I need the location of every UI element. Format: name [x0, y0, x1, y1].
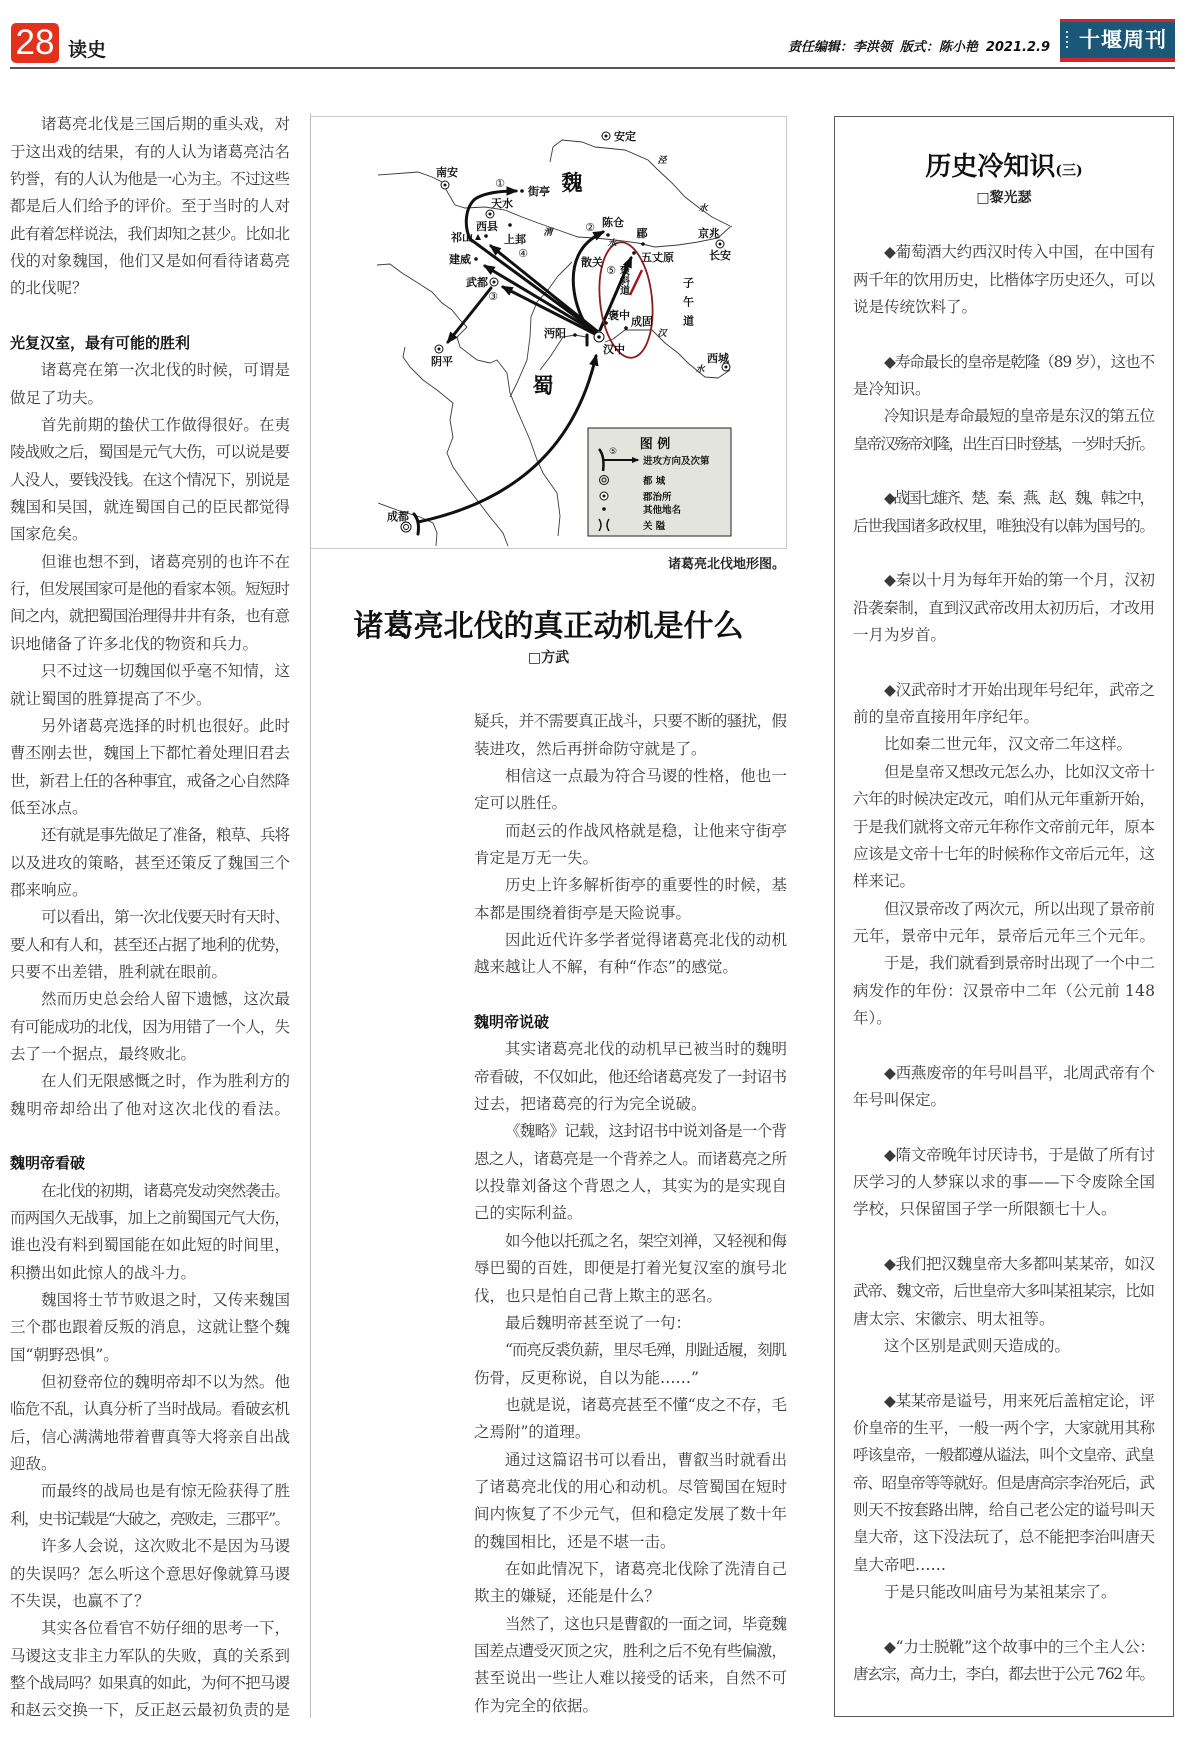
page-number-badge: 28 [11, 23, 59, 63]
paragraph [10, 1478, 290, 1533]
text-line: 则天不按套路出牌，给自己老公定的谥号叫天 [853, 1501, 1155, 1520]
label-mei: 郿 [636, 227, 648, 240]
text-line: 过去，把诸葛亮的行为完全说破。 [474, 1095, 707, 1114]
text-line: 如今他以托孤之名，架空刘禅，又轻视和侮 [505, 1231, 787, 1250]
header-rule [10, 67, 1175, 69]
section-heading: 魏明帝看破 [10, 1154, 86, 1173]
text-line: 间之内，就把蜀国治理得井井有条，也有意 [10, 607, 290, 626]
section-heading: 魏明帝说破 [474, 1013, 550, 1032]
paragraph [853, 677, 1155, 732]
text-line: 于这出戏的结果，有的人认为诸葛亮沽名 [10, 142, 291, 161]
text-line: ◆葡萄酒大约西汉时传入中国，在中国有 [884, 243, 1155, 262]
paragraph [853, 567, 1155, 649]
text-line: 伐，也只是怕自己背上欺主的恶名。 [474, 1286, 723, 1305]
text-line: 谁也没有料到蜀国能在如此短的时间里， [10, 1236, 291, 1255]
paragraph [474, 1228, 787, 1310]
paragraph [474, 763, 787, 818]
text-line: 只要不出差错，胜利就在眼前。 [10, 962, 228, 981]
commandery-seat-icons [435, 132, 730, 371]
paragraph [474, 708, 787, 763]
paragraph [853, 896, 1155, 951]
text-line: ◆寿命最长的皇帝是乾隆（89 岁），这也不 [884, 352, 1154, 371]
text-line: 辱巴蜀的百姓，即便是打着光复汉室的旗号北 [474, 1259, 788, 1278]
route-jianwei-arrow [485, 266, 597, 333]
text-line: 利，史书记载是“大破之，亮败走，三郡平”。 [10, 1509, 289, 1528]
text-line: ◆西燕废帝的年号叫昌平，北周武帝有个 [884, 1063, 1155, 1082]
label-hanzhong: 汉中 [603, 343, 625, 356]
text-line: 伤骨，反更称说，自以为能……” [474, 1368, 699, 1387]
paragraph [853, 1634, 1155, 1689]
label-jieting: 街亭 [528, 185, 550, 198]
sidebar-title [834, 148, 1174, 190]
text-line: 历史上许多解析街亭的重要性的时候，基 [505, 876, 788, 895]
route-number-2: ② [585, 221, 595, 234]
text-line: 了诸葛亮北伐的用心和动机。尽管蜀国在短时 [474, 1477, 788, 1496]
paragraph [474, 1337, 787, 1392]
paragraph [474, 1036, 787, 1118]
sidebar-title-text: 历史冷知识 [925, 152, 1056, 182]
paragraph [474, 1611, 787, 1720]
route-number-3: ③ [488, 290, 498, 303]
text-line: 不失误，也赢不了？ [10, 1591, 150, 1610]
paragraph [853, 485, 1155, 540]
paragraph [474, 927, 787, 982]
paragraph [10, 1533, 290, 1615]
label-chenggu: 成固 [631, 315, 653, 328]
text-line: 而最终的战局也是有惊无险获得了胜 [41, 1482, 291, 1501]
article-middle-column [474, 708, 787, 1720]
label-region-shu: 蜀 [532, 373, 554, 398]
text-line: 都是后人们给予的评价。至于当时的人对 [10, 197, 291, 216]
text-line: 年号叫保定。 [853, 1090, 947, 1109]
issue-date: 2021.2.9 [985, 40, 1050, 55]
text-line: 识地储备了许多北伐的物资和兵力。 [10, 634, 259, 653]
sidebar-byline: □黎光瑟 [976, 190, 1032, 206]
paragraph [474, 1310, 787, 1337]
text-line: 有可能成功的北伐，因为用错了一个人，失 [10, 1017, 290, 1036]
text-line: 恩之人，诸葛亮是一个背养之人。而诸葛亮之所 [474, 1149, 787, 1168]
paragraph [474, 872, 787, 927]
text-line: 郡来响应。 [10, 880, 88, 899]
text-line: 但汉景帝改了两次元，所以出现了景帝前 [884, 899, 1155, 918]
text-line: 魏国将士节节败退之时，又传来魏国 [41, 1291, 291, 1310]
text-line: 其实各位看官不妨仔细的思考一下， [41, 1619, 291, 1638]
legend-place-dot-icon [602, 507, 606, 511]
label-tianshui: 天水 [491, 197, 513, 210]
text-line: ◆战国七雄齐、楚、秦、燕、赵、魏、韩之中， [884, 489, 1153, 508]
paragraph [474, 1556, 787, 1611]
river-wei-line [378, 172, 730, 247]
text-line: 人没人，要钱没钱。在这个情况下，别说是 [10, 470, 290, 489]
paragraph [853, 759, 1155, 896]
text-line: 但初登帝位的魏明帝却不以为然。他 [41, 1373, 291, 1392]
text-line: 因此近代许多学者觉得诸葛亮北伐的动机 [505, 931, 788, 950]
text-line: ◆“力士脱靴”这个故事中的三个主人公： [884, 1637, 1155, 1656]
river-mian-line [540, 335, 586, 370]
seat-center-dot [489, 213, 492, 216]
text-line: 另外诸葛亮选择的时机也很好。此时 [41, 716, 291, 735]
article-left-column [10, 111, 290, 1724]
mei-dot-icon [641, 242, 645, 246]
fact-item [853, 1251, 1155, 1360]
xixian-dot-icon [484, 234, 488, 238]
seat-center-dot [438, 348, 441, 351]
text-line: 钓誉，有的人认为他是一心为主。不过这些 [10, 169, 290, 188]
qishan-mountain-icon [475, 234, 481, 240]
capital-outer-ring [401, 522, 411, 532]
paragraph [853, 1251, 1155, 1333]
text-line: 欺主的嫌疑，还能是什么？ [474, 1587, 661, 1606]
text-line: 装进攻，然后再拼命防守就是了。 [474, 739, 707, 758]
text-line: 行，但发展国家可是他的看家本领。短短时 [10, 580, 290, 599]
paragraph [10, 1615, 290, 1724]
text-line: 于是，我们就看到景帝时出现了一个中二 [884, 954, 1155, 973]
text-line: 世，新君上任的各种事宜，戒备之心自然降 [10, 771, 290, 790]
border-line [377, 264, 560, 536]
paragraph [10, 1068, 290, 1123]
paragraph [10, 111, 290, 302]
text-line: 于是我们就将文帝元年称作文帝前元年，原本 [853, 817, 1155, 836]
text-line: 帝看破，不仅如此，他还给诸葛亮发了一封诏书 [474, 1067, 787, 1086]
text-line: “而亮反裘负薪，里尽毛殚，刖趾适履，刻肌 [505, 1341, 786, 1360]
legend-item-attack-route: 进攻方向及次第 [643, 456, 710, 467]
fact-item [853, 1634, 1155, 1689]
text-line: 前的皇帝直接用年序纪年。 [853, 708, 1040, 727]
map-illustration [310, 116, 787, 548]
seat-center-dot [493, 281, 496, 284]
paragraph [853, 1060, 1155, 1115]
text-line: 曹丕刚去世，魏国上下都忙着处理旧君去 [10, 744, 291, 763]
label-wuzhangyuan: 五丈原 [641, 251, 674, 264]
label-region-wei: 魏 [561, 170, 583, 195]
paragraph [474, 1118, 787, 1227]
text-line: 甚至说出一些让人难以接受的话来，自然不可 [474, 1669, 788, 1688]
paragraph [853, 1142, 1155, 1224]
label-qishan: 祁山 [451, 231, 473, 244]
shanggui-dot-icon [508, 223, 512, 227]
text-line: 和赵云交换一下，反正赵云最初负责的是 [10, 1701, 291, 1720]
text-line: 也就是说，诸葛亮甚至不懂“皮之不存，毛 [505, 1395, 787, 1414]
paragraph [10, 1369, 290, 1478]
credits [780, 38, 1050, 58]
text-line: 于是只能改叫庙号为某祖某宗了。 [884, 1583, 1117, 1602]
section-heading: 光复汉室，最有可能的胜利 [10, 334, 191, 353]
seat-center-dot [719, 243, 722, 246]
text-line: 一月为岁首。 [853, 626, 947, 645]
text-line: 在人们无限感慨之时，作为胜利方的 [41, 1072, 291, 1091]
text-line: 整个战局吗？如果真的如此，为何不把马谡 [10, 1673, 290, 1692]
paragraph [10, 357, 290, 412]
paragraph [474, 818, 787, 873]
text-line: ◆隋文帝晚年讨厌诗书，于是做了所有讨 [884, 1145, 1155, 1164]
paragraph [853, 403, 1155, 458]
text-line: 病发作的年份：汉景帝中二年（公元前 148 [853, 981, 1156, 1000]
text-line: 但是皇帝又想改元怎么办，比如汉文帝十 [884, 762, 1155, 781]
text-line: 此有着怎样说法，我们却知之甚少。比如北 [10, 224, 290, 243]
label-yinping: 阴平 [431, 355, 453, 368]
label-shanggui: 上邽 [504, 233, 526, 246]
fact-item [853, 677, 1155, 1032]
paragraph [853, 950, 1155, 1032]
text-line: 马谡这支非主力军队的失败，真的关系到 [10, 1646, 291, 1665]
paragraph [853, 1388, 1155, 1579]
label-jingzhao: 京兆 [698, 227, 720, 240]
text-line: 就让蜀国的胜算提高了不少。 [10, 689, 212, 708]
paragraph [474, 1392, 787, 1447]
text-line: 首先前期的蛰伏工作做得很好。在夷 [41, 416, 291, 435]
mianyang-dot-icon [573, 333, 577, 337]
text-line: 的北伐呢？ [10, 279, 88, 298]
text-line: 后世我国诸多政权里，唯独没有以韩为国号的。 [853, 516, 1154, 535]
text-line: 唐玄宗，高力士，李白，都去世于公元 762 年。 [853, 1665, 1154, 1684]
label-chengdu: 成都 [387, 510, 409, 523]
map-legend [588, 428, 731, 536]
label-nanan: 南安 [436, 166, 458, 179]
text-line: 肯定是万无一失。 [474, 849, 599, 868]
logo-decoration [1066, 31, 1068, 49]
text-line: 比如秦二世元年，汉文帝二年这样。 [884, 735, 1133, 754]
text-line: 只不过这一切魏国似乎毫不知情，这 [41, 662, 291, 681]
label-river-han-shui: 水 [695, 365, 705, 375]
text-line: 价皇帝的生平，一般一两个字，大家就用其称 [853, 1419, 1155, 1438]
route-chengdu-arrow [418, 356, 596, 522]
text-line: 呼该皇帝，一般都遵从谥法，叫个文皇帝、武皇 [853, 1446, 1154, 1465]
text-line: ◆某某帝是谥号，用来死后盖棺定论，评 [884, 1391, 1155, 1410]
text-line: 在如此情况下，诸葛亮北伐除了洗清自己 [505, 1559, 788, 1578]
legend-item-other-place: 其他地名 [643, 505, 682, 516]
text-line: 国差点遭受灭顶之灾，胜利之后不免有些偏激， [474, 1641, 787, 1660]
fact-item [853, 567, 1155, 649]
text-line: 魏国和吴国，就连蜀国自己的臣民都觉得 [10, 498, 291, 517]
article-title: 诸葛亮北伐的真正动机是什么 [353, 609, 744, 644]
text-line: 魏明帝却给出了他对这次北伐的看法。 [10, 1099, 292, 1118]
text-line: 疑兵，并不需要真正战斗，只要不断的骚扰，假 [474, 712, 787, 731]
paragraph [10, 658, 290, 713]
legend-item-commandery: 郡治所 [643, 492, 672, 503]
text-line: 间内恢复了不少元气，但和稳定发展了数十年 [474, 1505, 788, 1524]
text-line: 皇大帝，这下没法玩了，总不能把李治叫唐天 [853, 1528, 1155, 1547]
text-line: 然而历史总会给人留下遗憾，这次最 [41, 990, 291, 1009]
text-line: 元年，景帝中元年，景帝后元年三个元年。 [853, 926, 1156, 945]
text-line: 可以看出，第一次北伐要天时有天时、 [41, 908, 290, 927]
jieting-dot-icon [520, 189, 524, 193]
chencang-dot-icon [606, 233, 610, 237]
seat-center-dot [605, 135, 608, 138]
text-line: 作为完全的依据。 [474, 1696, 599, 1715]
text-line: 诸葛亮在第一次北伐的时候，可谓是 [41, 361, 291, 380]
label-river-jing: 泾 [657, 156, 667, 166]
label-baozhong: 褒中 [608, 309, 630, 322]
label-jianwei: 建威 [449, 253, 471, 266]
seat-center-dot [725, 366, 728, 369]
label-xicheng: 西城 [707, 352, 729, 365]
highlight-road-line [630, 270, 642, 295]
label-anding: 安定 [614, 130, 636, 143]
text-line: 厌学习的人梦寐以求的事——下令废除全国 [853, 1172, 1156, 1191]
text-line: 当然了，这也只是曹叡的一面之词，毕竟魏 [505, 1614, 787, 1633]
text-line: 定可以胜任。 [474, 794, 568, 813]
text-line: 以及进攻的策略，甚至还策反了魏国三个 [10, 853, 291, 872]
route-number-5: ⑤ [606, 264, 616, 277]
text-line: 本都是围绕着街亭是天险说事。 [474, 903, 692, 922]
editor-credit: 责任编辑：李洪领 [787, 40, 892, 55]
text-line: 通过这篇诏书可以看出，曹叡当时就看出 [505, 1450, 788, 1469]
logo-text: 十堰周刊 [1079, 27, 1167, 52]
paragraph [853, 1333, 1155, 1360]
paragraph [853, 239, 1155, 321]
text-line: 最后魏明帝甚至说了一句： [505, 1313, 692, 1332]
text-line: 之焉附”的道理。 [474, 1423, 591, 1442]
text-line: 皇帝汉殇帝刘隆，出生百日时登基，一岁时夭折。 [853, 434, 1154, 453]
section-name: 读史 [68, 39, 107, 61]
article-byline: □方武 [527, 650, 570, 666]
text-line: 六年的时候决定改元，咱们从元年重新开始， [853, 790, 1155, 809]
label-road-ziwu: 子午道 [681, 277, 695, 334]
text-line: 去了一个据点，最终败北。 [10, 1044, 197, 1063]
text-line: 武帝、魏文帝，后世皇帝大多叫某祖某宗，比如 [853, 1282, 1154, 1301]
text-line: 国“朝野恐惧”。 [10, 1345, 119, 1364]
text-line: 低至冰点。 [10, 798, 88, 817]
legend-route-number: ⑤ [608, 447, 618, 457]
paragraph [10, 1178, 290, 1287]
label-wudu: 武都 [466, 276, 488, 289]
legend-commandery-center-icon [603, 495, 606, 498]
route-number-4: ④ [518, 247, 528, 260]
text-line: 要人和有人和，甚至还占据了地利的优势， [10, 935, 290, 954]
text-line: 唐太宗、宋徽宗、明太祖等。 [853, 1309, 1055, 1328]
text-line: 其实诸葛亮北伐的动机早已被当时的魏明 [505, 1040, 788, 1059]
text-line: 后，信心满满地带着曹真等大将亲自出战 [10, 1427, 291, 1446]
text-line: 年）。 [853, 1008, 892, 1027]
paragraph [10, 713, 290, 822]
text-line: 陵战败之后，蜀国是元气大伤，可以说是要 [10, 443, 290, 462]
label-river-jing-shui: 水 [698, 204, 708, 214]
paragraph [10, 549, 290, 658]
paragraph [853, 1579, 1155, 1606]
seat-center-dot [597, 335, 601, 339]
route-3-arrow [448, 288, 491, 342]
text-line: 己的实际利益。 [474, 1204, 583, 1223]
text-line: 在北伐的初期，诸葛亮发动突然袭击。 [41, 1181, 290, 1200]
fact-item [853, 1142, 1155, 1224]
paragraph [474, 1447, 787, 1556]
text-line: 三个郡也跟着反叛的消息，这就让整个魏 [10, 1318, 291, 1337]
text-line: 的魏国相比，还是不堪一击。 [474, 1532, 676, 1551]
text-line: 以投靠刘备这个背恩之人，其实为的是实现自 [474, 1177, 788, 1196]
chengdu-route-start-bracket [414, 514, 419, 534]
fact-item [853, 1388, 1155, 1607]
sidebar-title-suffix: (三) [1055, 163, 1083, 179]
route-number-1: ① [495, 177, 505, 190]
text-line: 诸葛亮北伐是三国后期的重头戏，对 [41, 115, 291, 134]
fact-item [853, 1060, 1155, 1115]
paragraph [10, 904, 290, 986]
text-line: 的失误吗？怎么听这个意思好像就算马谡 [10, 1564, 291, 1583]
text-line: 《魏略》记载，这封诏书中说刘备是一个背 [505, 1122, 787, 1141]
text-line: 但谁也想不到，诸葛亮别的也许不在 [41, 552, 291, 571]
label-chencang: 陈仓 [602, 216, 624, 229]
paragraph [10, 822, 290, 904]
chengdu-capital-icon [401, 522, 411, 532]
layout-credit: 版式：陈小艳 [899, 40, 978, 55]
jianwei-dot-icon [474, 257, 478, 261]
text-line: 国家危矣。 [10, 525, 88, 544]
text-line: 积攒出如此惊人的战斗力。 [10, 1263, 197, 1282]
fact-item [853, 485, 1155, 540]
label-river-wei-shui: 水 [607, 239, 617, 249]
label-river-wei: 渭 [543, 228, 553, 238]
text-line: 冷知识是寿命最短的皇帝是东汉的第五位 [884, 407, 1155, 426]
label-sanguan: 散关 [581, 256, 603, 269]
text-line: 两千年的饮用历史，比楷体字历史还久，可以 [853, 270, 1155, 289]
text-line: 而赵云的作战风格就是稳，让他来守街亭 [505, 821, 788, 840]
sidebar-facts-column [853, 239, 1155, 1688]
label-mianyang: 沔阳 [544, 327, 566, 340]
capital-inner-ring [404, 525, 409, 530]
text-line: 临危不乱，认真分析了当时战局。看破玄机 [10, 1400, 290, 1419]
text-line: 许多人会说，这次败北不是因为马谡 [41, 1537, 291, 1556]
legend-item-capital: 都 城 [643, 476, 666, 487]
text-line: ◆我们把汉魏皇帝大多都叫某某帝，如汉 [884, 1255, 1155, 1274]
text-line: 应该是文帝十七年的时候称作文帝后元年，这 [853, 844, 1155, 863]
legend-item-pass: 关 隘 [643, 521, 666, 532]
chenggu-dot-icon [624, 326, 628, 330]
text-line: 越来越让人不解，有种“作态”的感觉。 [474, 958, 738, 977]
text-line: 学校，只保留国子学一所限额七十人。 [853, 1200, 1117, 1219]
text-line: 做足了功夫。 [10, 388, 104, 407]
seat-center-dot [444, 184, 447, 187]
text-line: 皇大帝吧…… [853, 1555, 947, 1574]
legend-title: 图 例 [639, 437, 671, 452]
label-changan: 长安 [709, 249, 731, 262]
paragraph [853, 349, 1155, 404]
text-line: ◆汉武帝时才开始出现年号纪年，武帝之 [884, 680, 1155, 699]
newspaper-logo [1060, 19, 1175, 62]
text-line: 而两国久无战事，加上之前蜀国元气大伤， [10, 1209, 290, 1228]
text-line: 伐的对象魏国，他们又是如何看待诸葛亮 [10, 252, 291, 271]
wuzhangyuan-dot-icon [632, 251, 636, 255]
map-caption: 诸葛亮北伐地形图。 [667, 557, 785, 572]
label-road-baoxie: 褒斜道 [617, 265, 629, 295]
paragraph [10, 1287, 290, 1369]
text-line: 是冷知识。 [853, 380, 931, 399]
paragraph [10, 986, 290, 1068]
paragraph [853, 731, 1155, 758]
text-line: 相信这一点最为符合马谡的性格，他也一 [505, 766, 788, 785]
text-line: 这个区别是武则天造成的。 [884, 1337, 1071, 1356]
text-line: 说是传统饮料了。 [853, 297, 978, 316]
text-line: ◆秦以十月为每年开始的第一个月，汉初 [884, 571, 1155, 590]
paragraph [10, 412, 290, 549]
text-line: 还有就是事先做足了准备，粮草、兵将 [41, 826, 290, 845]
text-line: 帝、昭皇帝等等就好。但是唐高宗李治死后，武 [853, 1473, 1154, 1492]
fact-item [853, 239, 1155, 321]
fact-item [853, 349, 1155, 458]
label-xixian: 西县 [476, 220, 498, 233]
text-line: 样来记。 [853, 872, 916, 891]
text-line: 沿袭秦制，直到汉武帝改用太初历后，才改用 [853, 598, 1155, 617]
label-river-han: 汉 [657, 329, 667, 339]
text-line: 迎敌。 [10, 1455, 57, 1474]
